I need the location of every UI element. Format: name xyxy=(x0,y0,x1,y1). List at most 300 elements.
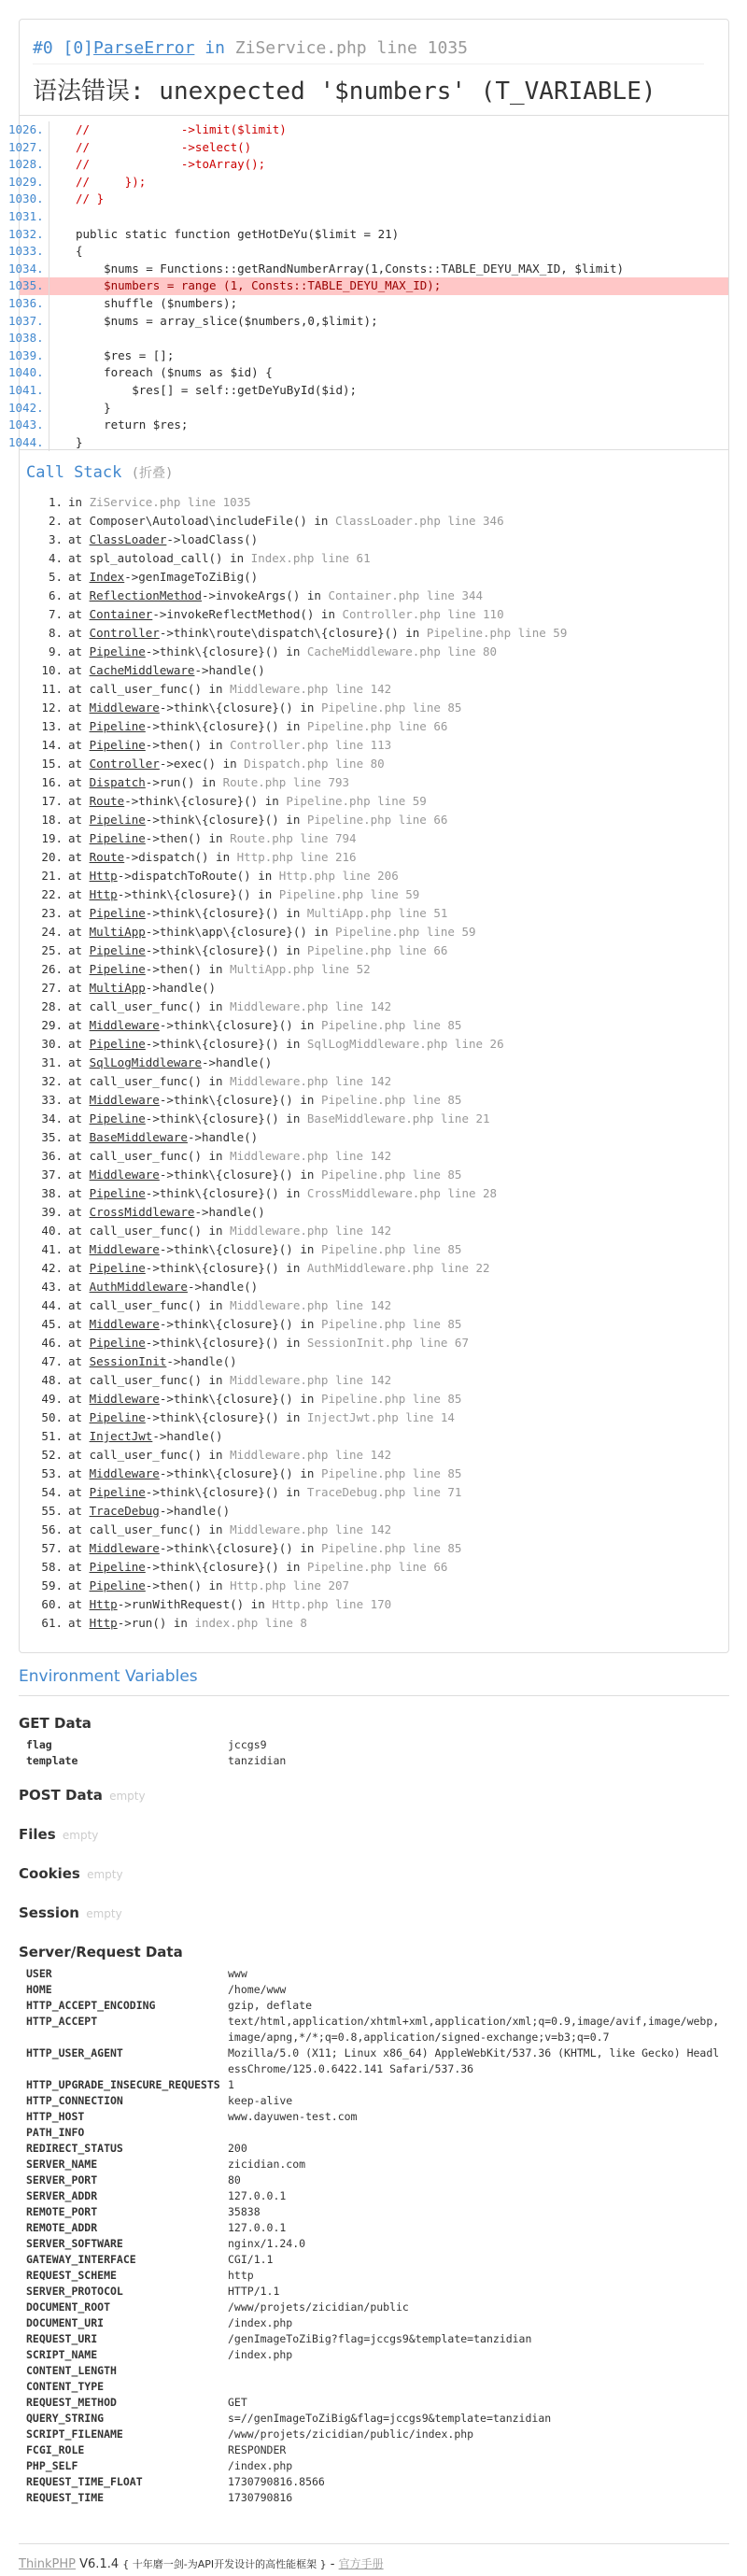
kv-value: /www/projets/zicidian/public/index.php xyxy=(228,2427,474,2441)
stack-frame-number: 19. xyxy=(41,831,63,845)
line-number: 1040. xyxy=(8,364,49,382)
stack-frame xyxy=(20,904,728,923)
stack-frame-call: ->handle() xyxy=(187,1280,259,1294)
kv-row xyxy=(19,2045,729,2077)
stack-frame xyxy=(20,1408,728,1427)
stack-frame-prefix: at xyxy=(68,532,90,546)
kv-row xyxy=(19,2315,729,2331)
kv-value: 1730790816 xyxy=(228,2491,293,2504)
stack-frame-class-link[interactable]: MultiApp xyxy=(89,925,146,939)
stack-frame-prefix: at xyxy=(68,1317,90,1331)
cookies-section xyxy=(19,1863,729,1884)
stack-frame-class-link[interactable]: Middleware xyxy=(89,701,160,715)
stack-frame-number: 48. xyxy=(41,1373,63,1387)
stack-frame xyxy=(20,829,728,848)
kv-row xyxy=(19,1966,729,1982)
stack-frame-class-link[interactable]: Pipeline xyxy=(89,1578,146,1592)
stack-frame-class-link[interactable]: Pipeline xyxy=(89,1336,146,1350)
stack-frame xyxy=(20,1558,728,1577)
post-data-empty: empty xyxy=(109,1790,146,1803)
stack-frame xyxy=(20,998,728,1016)
code-text: return $res; xyxy=(76,418,189,432)
stack-frame xyxy=(20,941,728,960)
source-line xyxy=(8,313,728,331)
stack-frame-prefix: at xyxy=(68,1055,90,1069)
stack-frame-class-link[interactable]: Index xyxy=(89,570,125,584)
cookies-empty: empty xyxy=(87,1868,123,1881)
kv-value: /index.php xyxy=(228,2459,293,2472)
kv-value: gzip, deflate xyxy=(228,1999,313,2012)
kv-key: USER xyxy=(26,1967,52,1980)
stack-frame xyxy=(20,736,728,755)
stack-frame-class-link[interactable]: Route xyxy=(89,850,125,864)
kv-value: keep-alive xyxy=(228,2094,293,2107)
stack-frame-location: Pipeline.php line 59 xyxy=(278,887,420,901)
stack-frame-prefix: at xyxy=(68,1392,90,1406)
stack-frame xyxy=(20,1016,728,1035)
stack-frame-location: SessionInit.php line 67 xyxy=(306,1336,469,1350)
stack-frame xyxy=(20,1184,728,1203)
stack-frame-prefix: at xyxy=(68,850,90,864)
stack-frame-location: Middleware.php line 142 xyxy=(230,1448,392,1462)
stack-frame-class-link[interactable]: InjectJwt xyxy=(89,1429,153,1443)
stack-frame-call: ->think\{closure}() in xyxy=(159,701,321,715)
stack-frame-prefix: at xyxy=(68,570,90,584)
stack-frame-number: 46. xyxy=(41,1336,63,1350)
stack-frame-number: 8. xyxy=(48,626,63,640)
files-section xyxy=(19,1824,729,1845)
stack-frame-class-link[interactable]: ClassLoader xyxy=(89,532,167,546)
stack-frame-call: ->handle() xyxy=(152,1429,223,1443)
stack-frame-class-link[interactable]: SqlLogMiddleware xyxy=(89,1055,202,1069)
stack-frame-number: 29. xyxy=(41,1018,63,1032)
kv-key: CONTENT_LENGTH xyxy=(26,2364,117,2377)
source-line xyxy=(8,364,728,382)
files-empty: empty xyxy=(62,1829,99,1842)
kv-value: Mozilla/5.0 (X11; Linux x86_64) AppleWebKit/537.36 (KHTML, like Gecko) HeadlessChrome/125.0.6422.141 Safari/537.36 xyxy=(228,2046,720,2075)
stack-frame-class-link[interactable]: TraceDebug xyxy=(89,1504,160,1518)
stack-frame-location: Pipeline.php line 85 xyxy=(320,1541,462,1555)
kv-row xyxy=(19,2363,729,2379)
stack-frame xyxy=(20,885,728,904)
code-text: $nums = array_slice($numbers,0,$limit); xyxy=(76,313,378,328)
stack-frame-class-link[interactable]: Pipeline xyxy=(89,1037,146,1051)
stack-frame-call: ->dispatch() in xyxy=(124,850,237,864)
server-data-table xyxy=(19,1966,729,2506)
stack-frame-number: 55. xyxy=(41,1504,63,1518)
stack-frame-class-link[interactable]: Middleware xyxy=(89,1242,160,1256)
kv-row xyxy=(19,2411,729,2427)
stack-frame xyxy=(20,699,728,717)
stack-frame-class-link[interactable]: MultiApp xyxy=(89,981,146,995)
kv-row xyxy=(19,2427,729,2442)
kv-row xyxy=(19,2379,729,2395)
stack-frame-class-link[interactable]: Pipeline xyxy=(89,738,146,752)
stack-frame-number: 6. xyxy=(48,588,63,602)
stack-frame-location: BaseMiddleware.php line 21 xyxy=(306,1111,490,1125)
kv-row xyxy=(19,1982,729,1998)
stack-frame xyxy=(20,605,728,624)
stack-frame-class-link[interactable]: Dispatch xyxy=(89,775,146,789)
stack-frame-number: 52. xyxy=(41,1448,63,1462)
stack-frame-number: 2. xyxy=(48,514,63,528)
stack-frame xyxy=(20,717,728,736)
stack-frame-number: 33. xyxy=(41,1093,63,1107)
stack-frame-call: ->think\app\{closure}() in xyxy=(145,925,335,939)
stack-frame-location: CrossMiddleware.php line 28 xyxy=(306,1186,498,1200)
kv-key: SCRIPT_NAME xyxy=(26,2348,98,2361)
stack-frame-call: call_user_func() in xyxy=(89,1522,231,1536)
exception-file: ZiService.php line 1035 xyxy=(234,38,469,58)
kv-row xyxy=(19,2300,729,2315)
stack-frame-number: 11. xyxy=(41,682,63,696)
kv-row xyxy=(19,2490,729,2506)
kv-row xyxy=(19,2474,729,2490)
get-data-section xyxy=(19,1713,729,1769)
code-text: $res[] = self::getDeYuById($id); xyxy=(76,382,358,397)
stack-frame-call: call_user_func() in xyxy=(89,1448,231,1462)
stack-frame-location: Controller.php line 110 xyxy=(342,607,504,621)
exception-panel xyxy=(8,19,729,1653)
stack-frame xyxy=(20,1091,728,1110)
stack-frame-class-link[interactable]: Pipeline xyxy=(89,1186,146,1200)
code-text: $res = []; xyxy=(76,347,175,362)
stack-frame-class-link[interactable]: SessionInit xyxy=(89,1354,167,1368)
stack-frame-number: 21. xyxy=(41,869,63,883)
code-text: { xyxy=(76,244,83,259)
stack-frame-class-link[interactable]: Middleware xyxy=(89,1018,160,1032)
stack-frame-class-link[interactable]: Pipeline xyxy=(89,943,146,957)
cookies-title xyxy=(19,1863,729,1884)
stack-frame-prefix: at xyxy=(68,999,90,1013)
stack-frame xyxy=(20,1315,728,1334)
stack-frame-prefix: at xyxy=(68,1205,90,1219)
stack-frame xyxy=(20,1614,728,1633)
stack-frame-class-link[interactable]: Controller xyxy=(89,626,160,640)
source-line xyxy=(8,330,728,347)
stack-frame-location: Pipeline.php line 85 xyxy=(320,1018,462,1032)
stack-frame-call: ->think\{closure}() in xyxy=(145,813,307,827)
source-line xyxy=(8,156,728,174)
line-number: 1037. xyxy=(8,313,49,331)
stack-frame-call: ->think\{closure}() in xyxy=(145,719,307,733)
stack-frame-prefix: at xyxy=(68,962,90,976)
kv-value xyxy=(228,2379,723,2395)
stack-frame-class-link[interactable]: Middleware xyxy=(89,1317,160,1331)
stack-frame-class-link[interactable]: Route xyxy=(89,794,125,808)
stack-frame-call: ->think\{closure}() in xyxy=(124,794,287,808)
stack-frame xyxy=(20,792,728,811)
stack-frame-number: 40. xyxy=(41,1224,63,1238)
stack-frame-location: Pipeline.php line 66 xyxy=(306,1560,448,1574)
kv-key: REMOTE_ADDR xyxy=(26,2221,98,2234)
stack-frame-location: Index.php line 61 xyxy=(250,551,371,565)
kv-key: PHP_SELF xyxy=(26,2459,78,2472)
stack-frame-number: 24. xyxy=(41,925,63,939)
stack-frame-number: 15. xyxy=(41,757,63,771)
get-data-title: GET Data xyxy=(19,1715,92,1732)
stack-frame xyxy=(20,1446,728,1465)
stack-frame xyxy=(20,1483,728,1502)
kv-value xyxy=(228,2363,723,2379)
kv-key: GATEWAY_INTERFACE xyxy=(26,2253,136,2266)
line-number: 1039. xyxy=(8,347,49,365)
source-line xyxy=(8,400,728,418)
kv-value: 127.0.0.1 xyxy=(228,2221,287,2234)
stack-frame-number: 9. xyxy=(48,644,63,658)
stack-frame-number: 13. xyxy=(41,719,63,733)
stack-frame-location: Http.php line 216 xyxy=(236,850,357,864)
stack-frame-class-link[interactable]: BaseMiddleware xyxy=(89,1130,188,1144)
kv-value: /index.php xyxy=(228,2348,293,2361)
kv-row xyxy=(19,2268,729,2284)
stack-frame-prefix: at xyxy=(68,1018,90,1032)
stack-frame-location: index.php line 8 xyxy=(194,1616,307,1630)
stack-frame xyxy=(20,512,728,531)
stack-frame xyxy=(20,1371,728,1390)
stack-frame-class-link[interactable]: Pipeline xyxy=(89,1111,146,1125)
stack-frame-number: 61. xyxy=(41,1616,63,1630)
stack-frame-call: ->think\{closure}() in xyxy=(159,1317,321,1331)
kv-row xyxy=(19,2188,729,2204)
stack-frame-number: 59. xyxy=(41,1578,63,1592)
footer-manual-link[interactable]: 官方手册 xyxy=(338,2557,384,2570)
line-number: 1036. xyxy=(8,295,49,313)
stack-frame-location: Route.php line 793 xyxy=(222,775,350,789)
call-stack-heading: Call Stack xyxy=(26,463,122,482)
kv-row xyxy=(19,1737,729,1753)
stack-frame-call: ->loadClass() xyxy=(166,532,259,546)
stack-frame-class-link[interactable]: Middleware xyxy=(89,1541,160,1555)
stack-frame-call: ->exec() in xyxy=(159,757,245,771)
stack-frame-class-link[interactable]: Middleware xyxy=(89,1466,160,1480)
stack-frame-call: call_user_func() in xyxy=(89,1298,231,1312)
kv-value: www.dayuwen-test.com xyxy=(228,2110,358,2123)
stack-frame-class-link[interactable]: Pipeline xyxy=(89,1560,146,1574)
stack-frame-call: ->think\{closure}() in xyxy=(145,644,307,658)
line-number: 1031. xyxy=(8,208,49,226)
line-number: 1029. xyxy=(8,174,49,191)
stack-frame-prefix: at xyxy=(68,1336,90,1350)
kv-value: 1730790816.8566 xyxy=(228,2475,325,2488)
stack-frame-prefix: at xyxy=(68,906,90,920)
stack-frame-call: ->think\{closure}() in xyxy=(145,1186,307,1200)
stack-frame-prefix: at xyxy=(68,682,90,696)
stack-frame-number: 7. xyxy=(48,607,63,621)
stack-frame-number: 27. xyxy=(41,981,63,995)
stack-frame-number: 56. xyxy=(41,1522,63,1536)
code-text: } xyxy=(76,434,83,449)
stack-frame-prefix: at xyxy=(68,925,90,939)
stack-frame-prefix: at xyxy=(68,1242,90,1256)
stack-frame-class-link[interactable]: Pipeline xyxy=(89,906,146,920)
stack-frame-class-link[interactable]: Http xyxy=(89,869,118,883)
stack-frame xyxy=(20,531,728,549)
stack-frame-number: 3. xyxy=(48,532,63,546)
stack-frame-class-link[interactable]: ReflectionMethod xyxy=(89,588,202,602)
footer-version: V6.1.4 xyxy=(76,2557,123,2571)
stack-frame xyxy=(20,493,728,512)
stack-frame-location: Pipeline.php line 66 xyxy=(306,943,448,957)
stack-frame-class-link[interactable]: Http xyxy=(89,1616,118,1630)
stack-frame-class-link[interactable]: Pipeline xyxy=(89,962,146,976)
stack-frame xyxy=(20,1521,728,1539)
stack-frame-location: Pipeline.php line 66 xyxy=(306,719,448,733)
stack-frame-location: Pipeline.php line 85 xyxy=(320,1168,462,1182)
stack-frame-location: Middleware.php line 142 xyxy=(230,1224,392,1238)
stack-frame-location: SqlLogMiddleware.php line 26 xyxy=(306,1037,504,1051)
call-stack-toggle[interactable]: (折叠) xyxy=(131,466,174,481)
stack-frame xyxy=(20,643,728,661)
stack-frame-class-link[interactable]: Http xyxy=(89,887,118,901)
stack-frame-prefix: at xyxy=(68,1037,90,1051)
stack-frame-class-link[interactable]: AuthMiddleware xyxy=(89,1280,188,1294)
stack-frame-location: Route.php line 794 xyxy=(230,831,357,845)
stack-frame-prefix: at xyxy=(68,887,90,901)
stack-frame-call: ->handle() xyxy=(187,1130,259,1144)
stack-frame-call: ->then() in xyxy=(145,738,231,752)
stack-frame-location: Middleware.php line 142 xyxy=(230,1373,392,1387)
stack-frame xyxy=(20,1352,728,1371)
stack-frame-prefix: at xyxy=(68,1410,90,1424)
stack-frame xyxy=(20,1390,728,1408)
stack-frame-class-link[interactable]: Middleware xyxy=(89,1392,160,1406)
stack-frame-prefix: at xyxy=(68,1280,90,1294)
kv-value: www xyxy=(228,1967,247,1980)
stack-frame-call: ->think\{closure}() in xyxy=(145,1261,307,1275)
stack-frame-class-link[interactable]: Pipeline xyxy=(89,1410,146,1424)
stack-frame xyxy=(20,1035,728,1054)
stack-frame-call: ->run() in xyxy=(145,775,223,789)
stack-frame-call: ->handle() xyxy=(194,1205,265,1219)
footer xyxy=(19,2543,729,2571)
source-code xyxy=(8,116,728,450)
line-number: 1026. xyxy=(8,121,49,139)
stack-frame-class-link[interactable]: Container xyxy=(89,607,153,621)
stack-frame-prefix: at xyxy=(68,626,90,640)
stack-frame-class-link[interactable]: Pipeline xyxy=(89,831,146,845)
kv-key: SCRIPT_FILENAME xyxy=(26,2427,123,2441)
stack-frame xyxy=(20,867,728,885)
stack-frame-call: call_user_func() in xyxy=(89,1373,231,1387)
exception-message: 语法错误: unexpected '$numbers' (T_VARIABLE) xyxy=(33,78,656,106)
kv-value: tanzidian xyxy=(228,1754,287,1767)
stack-frame-class-link[interactable]: Middleware xyxy=(89,1168,160,1182)
stack-frame-class-link[interactable]: Http xyxy=(89,1597,118,1611)
stack-frame-location: Dispatch.php line 80 xyxy=(244,757,385,771)
stack-frame-prefix: at xyxy=(68,1261,90,1275)
stack-frame-number: 5. xyxy=(48,570,63,584)
stack-frame-call: ->think\{closure}() in xyxy=(145,906,307,920)
kv-row xyxy=(19,2173,729,2188)
exception-title xyxy=(33,38,704,64)
stack-frame-class-link[interactable]: Controller xyxy=(89,757,160,771)
stack-frame-number: 25. xyxy=(41,943,63,957)
kv-key: REQUEST_TIME_FLOAT xyxy=(26,2475,143,2488)
stack-frame-class-link[interactable]: Pipeline xyxy=(89,1261,146,1275)
stack-frame-number: 38. xyxy=(41,1186,63,1200)
stack-frame-prefix: at xyxy=(68,607,90,621)
stack-frame-class-link[interactable]: Middleware xyxy=(89,1093,160,1107)
kv-key: QUERY_STRING xyxy=(26,2412,105,2425)
kv-key: HTTP_USER_AGENT xyxy=(26,2046,123,2059)
stack-frame-number: 32. xyxy=(41,1074,63,1088)
stack-frame-call: ->think\{closure}() in xyxy=(159,1466,321,1480)
call-stack-title xyxy=(26,463,728,486)
stack-frame-class-link[interactable]: Pipeline xyxy=(89,1485,146,1499)
stack-frame-class-link[interactable]: Pipeline xyxy=(89,719,146,733)
footer-brand-link[interactable]: ThinkPHP xyxy=(19,2557,77,2571)
stack-frame-location: AuthMiddleware.php line 22 xyxy=(306,1261,490,1275)
line-number: 1035. xyxy=(8,277,49,295)
kv-key: HTTP_ACCEPT xyxy=(26,2015,98,2028)
kv-value: HTTP/1.1 xyxy=(228,2285,280,2298)
kv-row xyxy=(19,2395,729,2411)
kv-row xyxy=(19,1753,729,1769)
stack-frame-number: 41. xyxy=(41,1242,63,1256)
stack-frame-call: call_user_func() in xyxy=(89,1149,231,1163)
stack-frame xyxy=(20,979,728,998)
cookies-heading: Cookies xyxy=(19,1865,80,1882)
kv-value: 80 xyxy=(228,2173,241,2187)
stack-frame-number: 49. xyxy=(41,1392,63,1406)
stack-frame xyxy=(20,1427,728,1446)
stack-frame-number: 50. xyxy=(41,1410,63,1424)
server-data-section xyxy=(19,1942,729,2506)
stack-frame-number: 17. xyxy=(41,794,63,808)
source-line xyxy=(8,174,728,191)
stack-frame-class-link[interactable]: CrossMiddleware xyxy=(89,1205,195,1219)
stack-frame-class-link[interactable]: Pipeline xyxy=(89,813,146,827)
stack-frame-number: 42. xyxy=(41,1261,63,1275)
kv-key: PATH_INFO xyxy=(26,2126,85,2139)
source-line xyxy=(8,208,728,226)
line-number: 1038. xyxy=(8,330,49,347)
stack-frame-call: ->think\{closure}() in xyxy=(159,1093,321,1107)
stack-frame-class-link[interactable]: CacheMiddleware xyxy=(89,663,195,677)
stack-frame-number: 22. xyxy=(41,887,63,901)
line-number: 1028. xyxy=(8,156,49,174)
stack-frame-location: Middleware.php line 142 xyxy=(230,1074,392,1088)
stack-frame xyxy=(20,568,728,587)
code-text: foreach ($nums as $id) { xyxy=(76,365,273,380)
stack-frame-class-link[interactable]: Pipeline xyxy=(89,644,146,658)
stack-frame-number: 14. xyxy=(41,738,63,752)
stack-frame xyxy=(20,773,728,792)
stack-frame-prefix: at xyxy=(68,663,90,677)
stack-frame-number: 16. xyxy=(41,775,63,789)
stack-frame-prefix: at xyxy=(68,1578,90,1592)
exception-prefix: #0 [0] xyxy=(33,38,94,58)
stack-frame-prefix: at xyxy=(68,1541,90,1555)
source-line xyxy=(8,139,728,157)
code-text: // ->select() xyxy=(76,139,252,154)
kv-value: /www/projets/zicidian/public xyxy=(228,2300,409,2314)
code-text: } xyxy=(76,400,111,415)
stack-frame-prefix: at xyxy=(68,831,90,845)
stack-frame-number: 54. xyxy=(41,1485,63,1499)
code-text: shuffle ($numbers); xyxy=(76,295,238,310)
stack-frame-prefix: at xyxy=(68,813,90,827)
source-line xyxy=(8,382,728,400)
stack-frame-location: Middleware.php line 142 xyxy=(230,999,392,1013)
stack-frame-prefix: at xyxy=(68,943,90,957)
line-number: 1041. xyxy=(8,382,49,400)
code-text: // ->limit($limit) xyxy=(76,122,287,136)
kv-value: GET xyxy=(228,2396,247,2409)
exception-type-link[interactable]: ParseError xyxy=(93,38,195,58)
kv-row xyxy=(19,2458,729,2474)
